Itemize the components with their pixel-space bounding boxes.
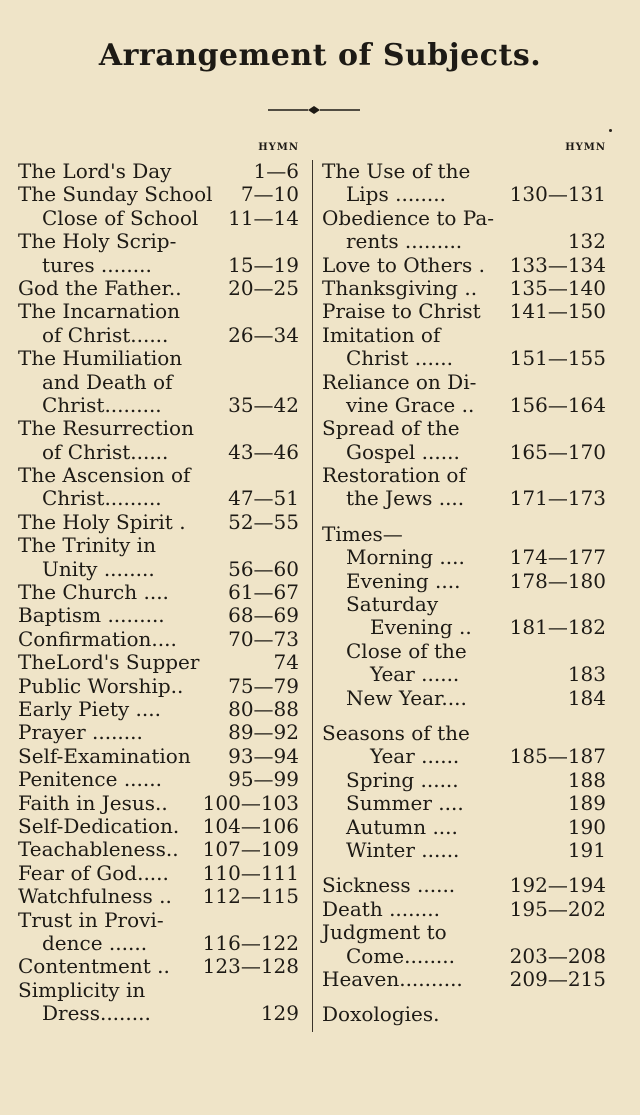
subject-entry [322,254,608,277]
subject-label: The Holy Scrip- [18,229,177,254]
subject-entry [322,347,608,370]
subject-entry [18,464,301,487]
subject-entry [322,968,608,991]
subject-entry [18,955,301,978]
subject-label: Confirmation.... [18,626,177,651]
subject-label: The Resurrection [18,416,194,441]
subject-label: Teachableness.. [18,837,179,862]
subject-label: Christ ...... [346,346,453,371]
hymn-header: HYMN [565,142,606,153]
subject-entry [18,277,301,300]
hymn-range: 112—115 [202,884,299,909]
subject-entry [322,183,608,206]
hymn-header: HYMN [258,142,299,153]
subject-entry [322,160,608,183]
subject-entry [18,909,301,932]
hymn-range: 7—10 [240,182,299,207]
hymn-range: 26—34 [228,322,299,347]
hymn-range: 165—170 [509,439,606,464]
hymn-range: 52—55 [228,509,299,534]
hymn-range: 203—208 [509,943,606,968]
subject-label: the Jews .... [346,486,465,511]
hymn-range: 189 [567,791,606,816]
subject-entry [322,722,608,745]
hymn-range: 191 [567,837,606,862]
subject-label: Sickness ...... [322,873,456,898]
subject-label: Faith in Jesus.. [18,790,168,815]
left-column [18,142,301,1025]
subject-entry [18,207,301,230]
hymn-range: 133—134 [509,252,606,277]
subject-entry [322,792,608,815]
subject-label: Year ...... [370,662,460,687]
subject-entry [322,745,608,768]
hymn-range: 195—202 [509,896,606,921]
hymn-range: 110—111 [202,860,299,885]
hymn-range: 171—173 [509,486,606,511]
subject-label: Close of the [346,638,467,663]
hymn-range: 209—215 [509,966,606,991]
subject-entry [322,945,608,968]
subject-label: Come........ [346,943,456,968]
subject-label: Morning .... [346,545,465,570]
hymn-range: 1—6 [253,159,299,183]
subject-label: Imitation of [322,322,441,347]
subject-label: Spring ...... [346,767,459,792]
subject-entry [18,534,301,557]
hymn-range: 56—60 [228,556,299,581]
hymn-range: 174—177 [509,545,606,570]
subject-entry [322,487,608,510]
subject-entry [322,663,608,686]
subject-label: The Church .... [18,580,169,605]
subject-entry [322,1003,608,1026]
subject-entry [322,371,608,394]
subject-label: tures ........ [42,252,152,277]
hymn-range: 11—14 [228,205,299,230]
subject-entry [18,183,301,206]
hymn-range: 192—194 [509,873,606,898]
subject-entry [322,687,608,710]
subject-entry [18,487,301,510]
subject-label: Watchfulness .. [18,884,172,909]
subject-label: Close of School [42,205,199,230]
subject-label: Reliance on Di- [322,369,477,394]
hymn-range: 61—67 [228,580,299,605]
subject-entry [18,862,301,885]
subject-label: New Year.... [346,685,467,710]
subject-entry [322,874,608,897]
subject-entry [322,921,608,944]
subject-entry [18,745,301,768]
subject-entry [18,721,301,744]
hymn-range: 104—106 [202,813,299,838]
subject-label: vine Grace .. [346,392,475,417]
hymn-range: 183 [567,662,606,687]
ink-speck [609,129,612,132]
subject-label: Autumn .... [346,814,458,839]
subject-label: Love to Others . [322,252,485,277]
hymn-range: 75—79 [228,673,299,698]
hymn-range: 80—88 [228,696,299,721]
subject-entry [322,300,608,323]
subject-entry [322,640,608,663]
subject-entry [322,816,608,839]
subject-entry [18,394,301,417]
subject-label: Simplicity in [18,977,146,1002]
hymn-range: 178—180 [509,568,606,593]
hymn-range: 15—19 [228,252,299,277]
hymn-range: 181—182 [509,615,606,640]
subject-label: Self-Dedication. [18,813,180,838]
hymn-range: 132 [567,229,606,254]
subject-entry [18,254,301,277]
subject-entry [18,768,301,791]
subject-entry [18,160,301,183]
subject-label: Death ........ [322,896,440,921]
subject-label: TheLord's Supper [18,650,200,675]
hymn-range: 93—94 [228,743,299,768]
subject-entry [18,347,301,370]
hymn-range: 130—131 [509,182,606,207]
subject-entry [18,230,301,253]
subject-label: Times— [322,521,403,546]
subject-entry [18,324,301,347]
title-ornament [268,100,360,120]
hymn-range: 123—128 [202,954,299,979]
subject-entry [322,898,608,921]
hymn-range: 74 [273,650,299,675]
subject-entry [18,581,301,604]
hymn-range: 107—109 [202,837,299,862]
subject-entry [18,1002,301,1025]
hymn-range: 68—69 [228,603,299,628]
hymn-range: 185—187 [509,744,606,769]
subject-entry [18,675,301,698]
subject-label: Winter ...... [346,837,460,862]
subject-label: Penitence ...... [18,767,162,792]
subject-entry [18,371,301,394]
subject-label: Lips ........ [346,182,446,207]
subject-label: Praise to Christ [322,299,481,324]
hymn-range: 100—103 [202,790,299,815]
subject-label: and Death of [42,369,173,394]
hymn-range: 156—164 [509,392,606,417]
subject-label: Trust in Provi- [18,907,164,932]
subject-entry [322,839,608,862]
subject-entry [322,593,608,616]
subject-label: Self-Examination [18,743,191,768]
subject-label: Contentment .. [18,954,170,979]
subject-label: Fear of God..... [18,860,169,885]
hymn-range: 141—150 [509,299,606,324]
subject-label: God the Father.. [18,275,182,300]
subject-entry [18,838,301,861]
subject-entry [18,698,301,721]
subject-entry [322,207,608,230]
subject-entry [18,932,301,955]
hymn-range: 20—25 [228,275,299,300]
subject-entry [18,815,301,838]
page-title: Arrangement of Subjects. [98,38,542,73]
subject-entry [18,511,301,534]
subject-label: Unity ........ [42,556,155,581]
subject-entry [322,394,608,417]
subject-entry [18,885,301,908]
subject-label: Seasons of the [322,720,470,745]
subject-label: dence ...... [42,930,148,955]
subject-label: Early Piety .... [18,696,161,721]
subject-entry [322,616,608,639]
subject-label: The Humiliation [18,346,183,371]
subject-entry [322,464,608,487]
subject-label: The Use of the [322,159,471,183]
subject-label: Judgment to [322,920,447,945]
right-column [322,142,608,1027]
subject-label: Doxologies. [322,1002,440,1027]
subject-label: of Christ...... [42,322,169,347]
subject-entry [322,441,608,464]
hymn-range: 116—122 [202,930,299,955]
hymn-range: 184 [567,685,606,710]
subject-entry [322,570,608,593]
subject-label: Prayer ........ [18,720,143,745]
hymn-range: 135—140 [509,275,606,300]
subject-label: Restoration of [322,463,466,488]
hymn-range: 70—73 [228,626,299,651]
subject-label: Evening .... [346,568,461,593]
subject-label: The Sunday School [18,182,213,207]
subject-label: Obedience to Pa- [322,205,495,230]
subject-entry [18,792,301,815]
subject-label: Christ......... [42,392,162,417]
subject-entry [18,441,301,464]
subject-entry [18,651,301,674]
subject-entry [322,230,608,253]
subject-label: The Holy Spirit . [18,509,186,534]
subject-entry [322,417,608,440]
subject-label: Christ......... [42,486,162,511]
subject-label: Baptism ......... [18,603,165,628]
subject-entry [18,558,301,581]
subject-label: rents ......... [346,229,463,254]
subject-label: Evening .. [370,615,472,640]
hymn-range: 35—42 [228,392,299,417]
subject-entry [322,277,608,300]
column-divider [312,160,313,1032]
subject-entry [322,546,608,569]
subject-entry [18,417,301,440]
subject-label: The Trinity in [18,533,156,558]
subject-label: The Ascension of [18,463,191,488]
subject-entry [18,628,301,651]
hymn-range: 151—155 [509,346,606,371]
subject-label: The Incarnation [18,299,181,324]
subject-label: Gospel ...... [346,439,460,464]
subject-label: Thanksgiving .. [322,275,478,300]
subject-label: The Lord's Day [18,159,172,183]
subject-entry [18,604,301,627]
subject-entry [322,324,608,347]
subject-label: Year ...... [370,744,460,769]
subject-label: Spread of the [322,416,460,441]
hymn-range: 188 [567,767,606,792]
subject-label: Dress........ [42,1001,151,1026]
subject-entry [322,523,608,546]
hymn-range: 47—51 [228,486,299,511]
hymn-range: 129 [260,1001,299,1026]
subject-label: Public Worship.. [18,673,184,698]
subject-entry [18,300,301,323]
hymn-range: 89—92 [228,720,299,745]
hymn-range: 190 [567,814,606,839]
subject-entry [18,979,301,1002]
subject-label: of Christ...... [42,439,169,464]
subject-label: Heaven.......... [322,966,463,991]
subject-label: Summer .... [346,791,464,816]
hymn-range: 43—46 [228,439,299,464]
subject-label: Saturday [346,592,439,617]
subject-entry [322,769,608,792]
hymn-range: 95—99 [228,767,299,792]
